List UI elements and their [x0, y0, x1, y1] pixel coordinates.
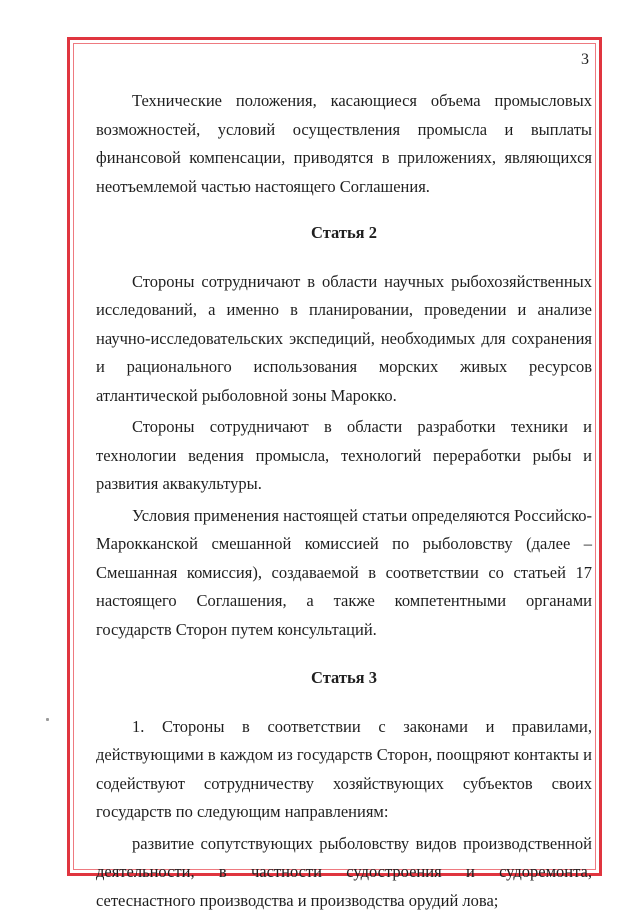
paragraph-technology-cooperation: Стороны сотрудничают в области разработки техники и технологии ведения промысла, технологий переработки рыбы и развития аквакультуры.: [96, 413, 592, 499]
article-3-heading: Статья 3: [96, 664, 592, 693]
paragraph-conditions-commission: Условия применения настоящей статьи определяются Российско-Марокканской смешанной комиссией по рыболовству (далее – Смешанная комиссия), создаваемой в соответствии со статьей 17 настоящего Соглашения, а также компетентными органами государств Сторон путем консультаций.: [96, 502, 592, 645]
page-number: 3: [581, 51, 589, 69]
scan-speck: [46, 718, 49, 721]
paragraph-scientific-research: Стороны сотрудничают в области научных рыбохозяйственных исследований, а именно в планировании, проведении и анализе научно-исследовательских экспедиций, необходимых для сохранения и рационального использования морских живых ресурсов атлантической рыболовной зоны Марокко.: [96, 268, 592, 411]
paragraph-technical-provisions: Технические положения, касающиеся объема промысловых возможностей, условий осуществления промысла и выплаты финансовой компенсации, приводятся в приложениях, являющихся неотъемлемой частью настоящего Соглашения.: [96, 87, 592, 201]
document-body: [96, 87, 592, 915]
article-2-heading: Статья 2: [96, 219, 592, 248]
paragraph-related-activities: развитие сопутствующих рыболовству видов производственной деятельности, в частности судостроения и судоремонта, сетеснастного производства и производства орудий лова;: [96, 830, 592, 915]
paragraph-contacts-promotion: 1. Стороны в соответствии с законами и правилами, действующими в каждом из государств Сторон, поощряют контакты и содействуют сотрудничеству хозяйствующих субъектов своих государств по следующим направлениям:: [96, 713, 592, 827]
